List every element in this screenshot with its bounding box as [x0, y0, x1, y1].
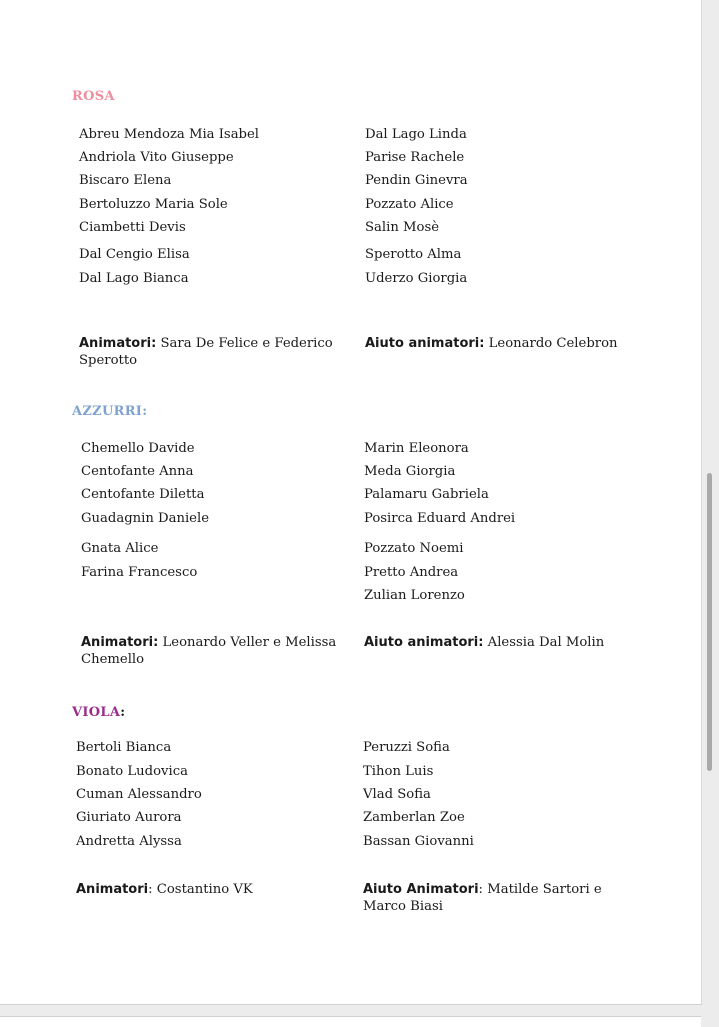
- list-item: Gnata Alice: [81, 541, 159, 556]
- animatori-viola: [76, 881, 348, 898]
- group-title-rosa: [72, 89, 115, 104]
- aiuto-animatori-label: Aiuto animatori:: [365, 336, 485, 351]
- group-title-azzurri: [72, 404, 147, 419]
- list-item: Bertoli Bianca: [76, 740, 172, 755]
- list-item: Salin Mosè: [365, 220, 440, 235]
- animatori-value: Leonardo Veller e Melissa Chemello: [81, 635, 337, 667]
- list-item: Dal Cengio Elisa: [79, 247, 190, 262]
- list-item: Vlad Sofia: [363, 787, 431, 802]
- list-item: Ciambetti Devis: [79, 220, 186, 235]
- list-item: Pozzato Alice: [365, 197, 454, 212]
- list-item: Andriola Vito Giuseppe: [79, 150, 234, 165]
- aiuto-animatori-azzurri: [364, 634, 664, 651]
- list-item: Bassan Giovanni: [363, 834, 474, 849]
- list-item: Dal Lago Bianca: [79, 271, 189, 286]
- animatori-value: Sara De Felice e Federico Sperotto: [79, 336, 333, 368]
- animatori-value: Costantino VK: [156, 882, 253, 897]
- aiuto-animatori-viola: [363, 881, 633, 915]
- list-item: Cuman Alessandro: [76, 787, 202, 802]
- animatori-label: Animatori:: [81, 635, 159, 650]
- animatori-label: Animatori:: [79, 336, 157, 351]
- list-item: Uderzo Giorgia: [365, 271, 468, 286]
- list-item: Tihon Luis: [363, 764, 434, 779]
- list-item: Bertoluzzo Maria Sole: [79, 197, 228, 212]
- aiuto-animatori-separator: :: [478, 882, 483, 897]
- scrollbar-thumb[interactable]: [707, 473, 712, 771]
- list-item: Farina Francesco: [81, 565, 198, 580]
- list-item: Peruzzi Sofia: [363, 740, 450, 755]
- aiuto-animatori-rosa: [365, 335, 665, 352]
- list-item: Zulian Lorenzo: [364, 588, 465, 603]
- group-title-viola-colon: :: [120, 705, 126, 720]
- aiuto-animatori-label: Aiuto animatori:: [364, 635, 484, 650]
- list-item: Dal Lago Linda: [365, 127, 467, 142]
- aiuto-animatori-value: Matilde Sartori e Marco Biasi: [363, 882, 602, 914]
- group-title-rosa-text: ROSA: [72, 89, 115, 104]
- list-item: Guadagnin Daniele: [81, 511, 210, 526]
- list-item: Sperotto Alma: [365, 247, 462, 262]
- list-item: Marin Eleonora: [364, 441, 469, 456]
- aiuto-animatori-value: Leonardo Celebron: [488, 336, 618, 351]
- list-item: Andretta Alyssa: [76, 834, 182, 849]
- list-item: Pretto Andrea: [364, 565, 459, 580]
- animatori-rosa: [79, 335, 351, 369]
- group-title-viola-text: VIOLA: [72, 705, 121, 720]
- next-page-edge: [0, 1016, 701, 1027]
- animatori-separator: :: [148, 882, 153, 897]
- list-item: Pozzato Noemi: [364, 541, 464, 556]
- list-item: Palamaru Gabriela: [364, 487, 489, 502]
- list-item: Chemello Davide: [81, 441, 195, 456]
- animatori-label: Animatori: [76, 882, 149, 897]
- list-item: Pendin Ginevra: [365, 173, 468, 188]
- group-title-viola: [72, 705, 125, 720]
- list-item: Centofante Diletta: [81, 487, 205, 502]
- list-item: Biscaro Elena: [79, 173, 172, 188]
- list-item: Posirca Eduard Andrei: [364, 511, 516, 526]
- list-item: Zamberlan Zoe: [363, 810, 465, 825]
- list-item: Bonato Ludovica: [76, 764, 188, 779]
- aiuto-animatori-value: Alessia Dal Molin: [487, 635, 605, 650]
- list-item: Parise Rachele: [365, 150, 465, 165]
- group-title-azzurri-colon: :: [142, 404, 148, 419]
- list-item: Centofante Anna: [81, 464, 194, 479]
- aiuto-animatori-label: Aiuto Animatori: [363, 882, 479, 897]
- list-item: Giuriato Aurora: [76, 810, 182, 825]
- list-item: Meda Giorgia: [364, 464, 456, 479]
- animatori-azzurri: [81, 634, 353, 668]
- group-title-azzurri-text: AZZURRI: [72, 404, 143, 419]
- list-item: Abreu Mendoza Mia Isabel: [79, 127, 260, 142]
